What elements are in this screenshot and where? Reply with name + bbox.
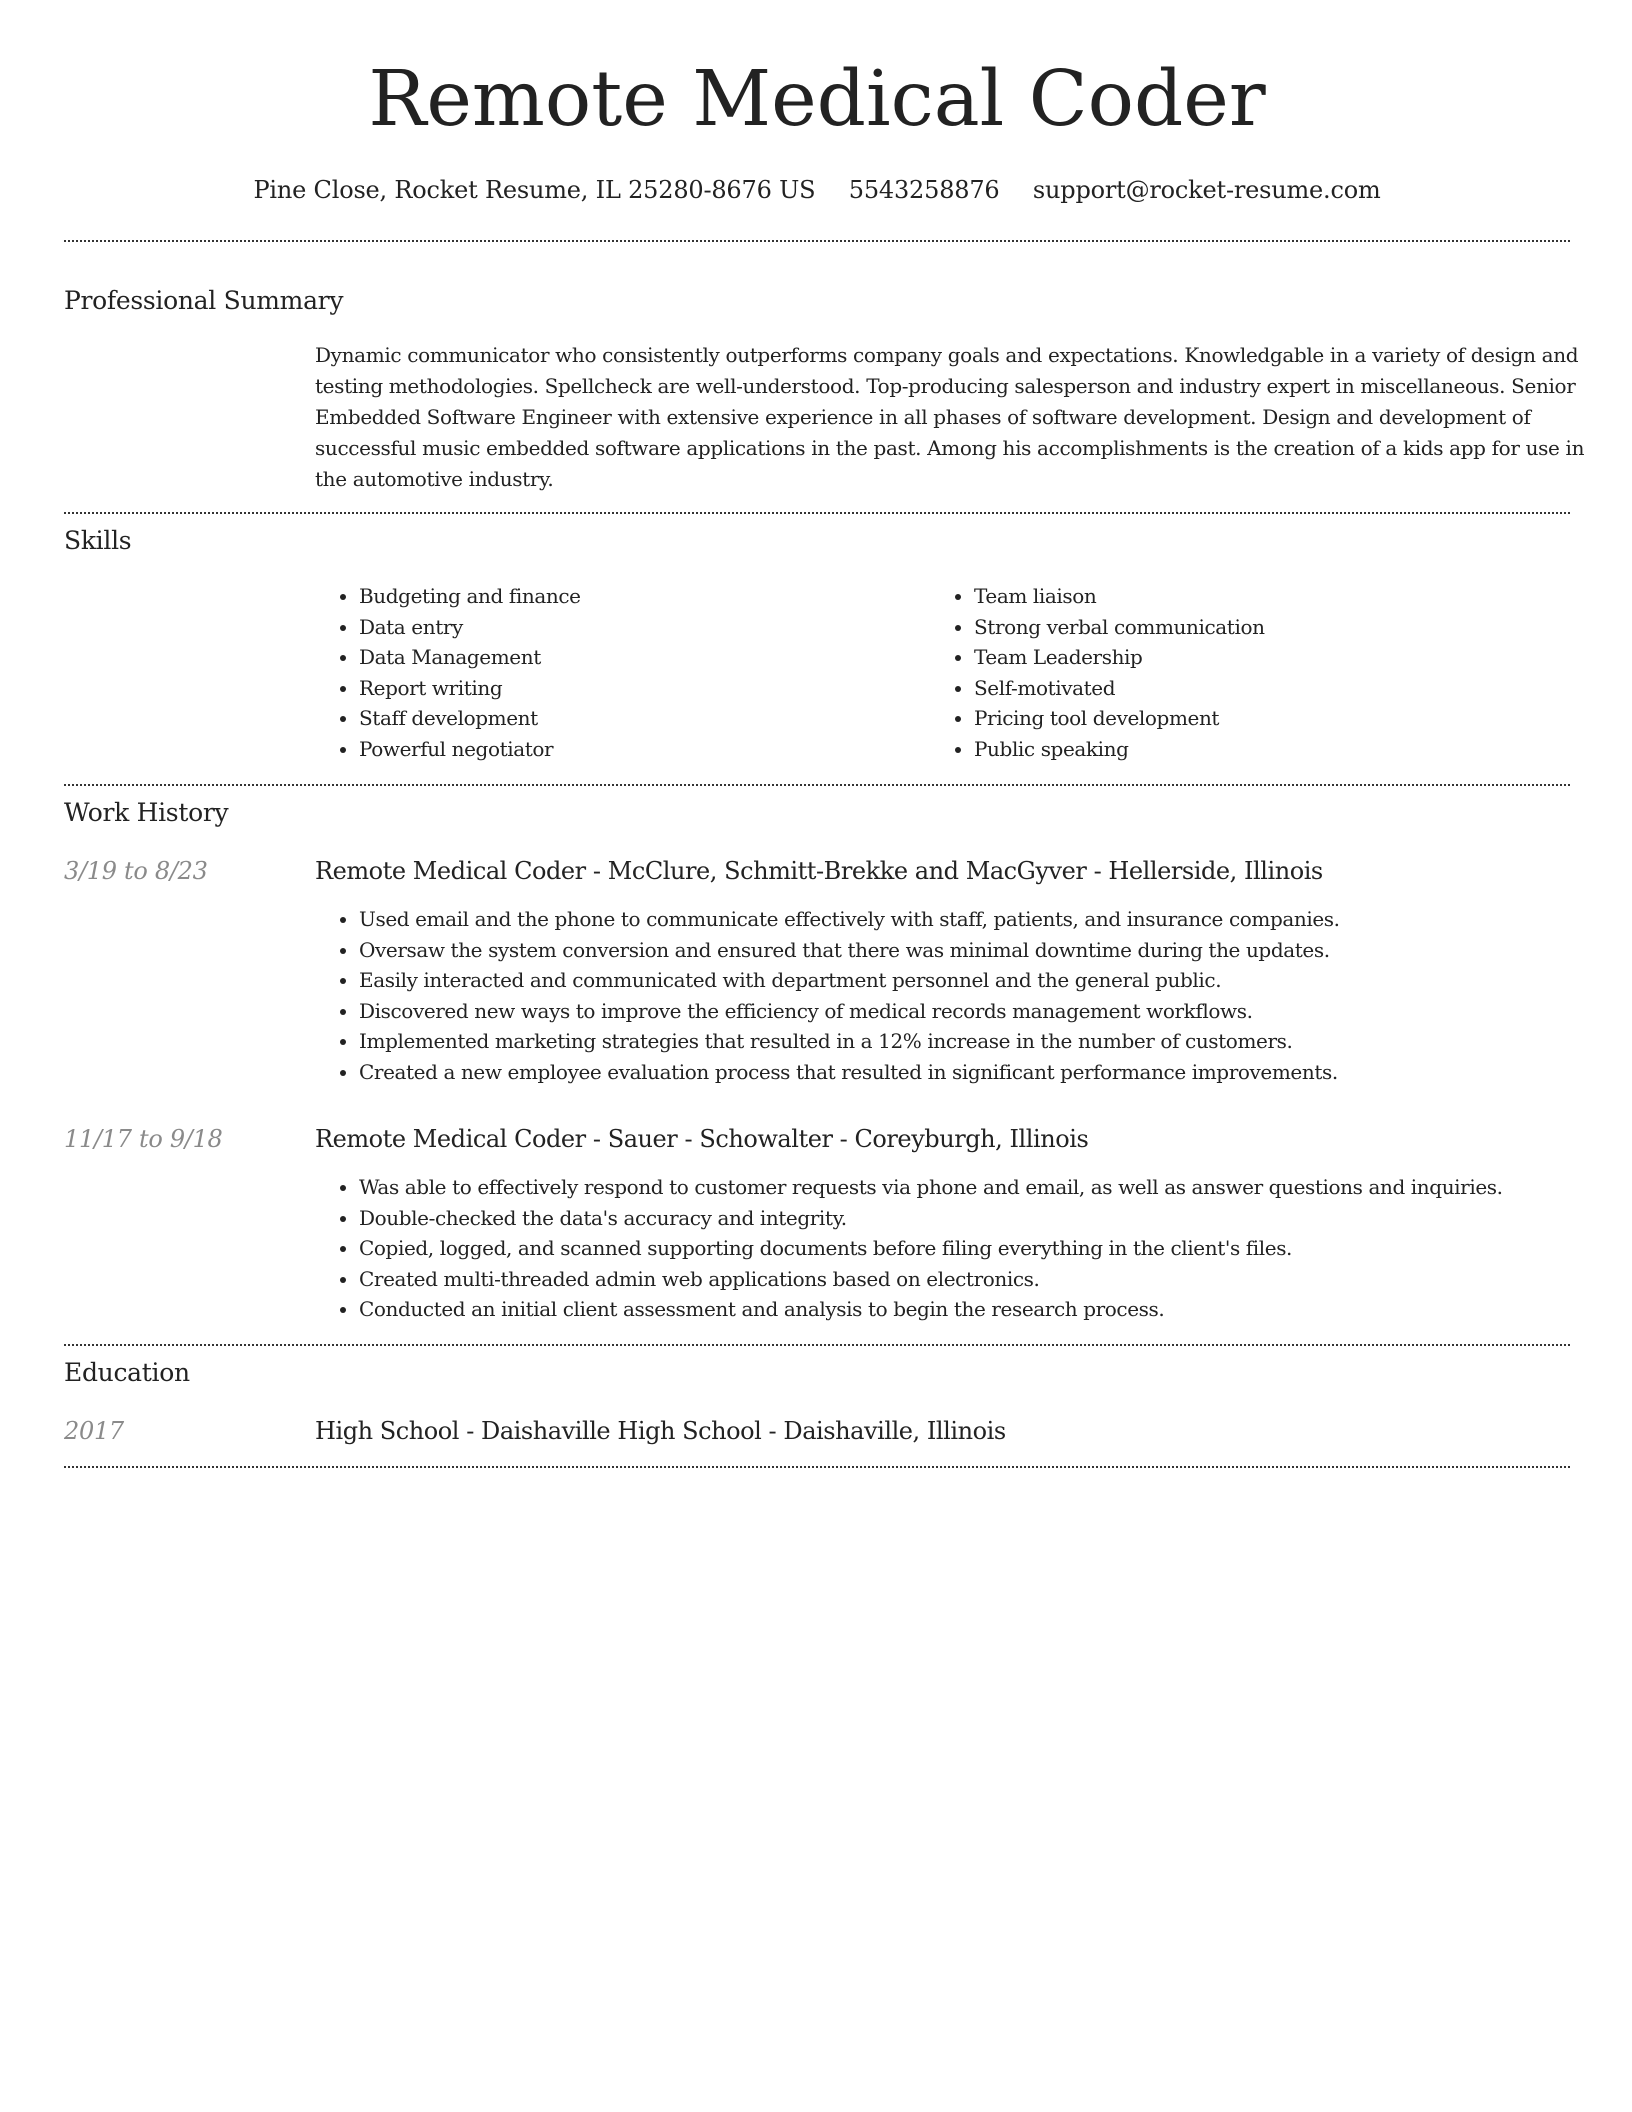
job-bullet: • Implemented marketing strategies that resulted in a 12% increase in the number of customers. <box>359 1026 1340 1057</box>
contact-phone: 5543258876 <box>848 176 1000 204</box>
contact-line <box>64 170 1570 210</box>
section-title-skills: Skills <box>64 526 132 555</box>
skill-item: • Public speaking <box>974 734 1265 765</box>
skill-item: • Staff development <box>359 703 581 734</box>
skill-item: • Team liaison <box>974 581 1265 612</box>
skills-list-right <box>930 581 1265 764</box>
section-title-summary: Professional Summary <box>64 286 344 315</box>
divider <box>64 1344 1570 1346</box>
job-bullet: • Used email and the phone to communicate effectively with staff, patients, and insurance companies. <box>359 904 1340 935</box>
skill-item: • Budgeting and finance <box>359 581 581 612</box>
skill-item: • Data entry <box>359 612 581 643</box>
job-dates: 11/17 to 9/18 <box>64 1125 223 1153</box>
job-bullet: • Easily interacted and communicated with department personnel and the general public. <box>359 965 1340 996</box>
skill-item: • Powerful negotiator <box>359 734 581 765</box>
job-bullets <box>315 904 1340 1087</box>
job-heading: Remote Medical Coder - Sauer - Schowalter - Coreyburgh, Illinois <box>315 1125 1089 1153</box>
job-bullet: • Discovered new ways to improve the efficiency of medical records management workflows. <box>359 996 1340 1027</box>
job-bullet: • Copied, logged, and scanned supporting documents before filing everything in the client's files. <box>359 1233 1503 1264</box>
resume-name: Remote Medical Coder <box>368 55 1266 144</box>
skill-item: • Self-motivated <box>974 673 1265 704</box>
contact-address: Pine Close, Rocket Resume, IL 25280-8676 US <box>253 176 816 204</box>
contact-email: support@rocket-resume.com <box>1032 176 1381 204</box>
job-bullet: • Created a new employee evaluation process that resulted in significant performance improvements. <box>359 1057 1340 1088</box>
job-bullet: • Created multi-threaded admin web applications based on electronics. <box>359 1264 1503 1295</box>
skills-list-left <box>315 581 581 764</box>
skill-item: • Report writing <box>359 673 581 704</box>
divider <box>64 240 1570 242</box>
skill-item: • Pricing tool development <box>974 703 1265 734</box>
summary-text: Dynamic communicator who consistently outperforms company goals and expectations. Knowledgable in a variety of design and testing methodologies. Spellcheck are well-understood. Top-producing salesperson and industry expert in miscellaneous. Senior Embedded Software Engineer with extensive experience in all phases of software development. Design and development of successful music embedded software applications in the past. Among his accomplishments is the creation of a kids app for use in the automotive industry. <box>315 343 1585 491</box>
education-heading: High School - Daishaville High School - Daishaville, Illinois <box>315 1417 1006 1445</box>
job-bullet: • Double-checked the data's accuracy and integrity. <box>359 1203 1503 1234</box>
divider <box>64 512 1570 514</box>
skill-item: • Strong verbal communication <box>974 612 1265 643</box>
education-year: 2017 <box>64 1417 124 1445</box>
job-bullet: • Was able to effectively respond to customer requests via phone and email, as well as answer questions and inquiries. <box>359 1172 1503 1203</box>
skill-item: • Team Leadership <box>974 642 1265 673</box>
divider <box>64 784 1570 786</box>
job-dates: 3/19 to 8/23 <box>64 857 208 885</box>
job-bullet: • Conducted an initial client assessment and analysis to begin the research process. <box>359 1294 1503 1325</box>
job-bullets <box>315 1172 1503 1325</box>
skill-item: • Data Management <box>359 642 581 673</box>
section-title-education: Education <box>64 1358 190 1387</box>
section-title-work: Work History <box>64 798 229 827</box>
job-bullet: • Oversaw the system conversion and ensured that there was minimal downtime during the updates. <box>359 935 1340 966</box>
job-heading: Remote Medical Coder - McClure, Schmitt-Brekke and MacGyver - Hellerside, Illinois <box>315 857 1323 885</box>
divider <box>64 1466 1570 1468</box>
